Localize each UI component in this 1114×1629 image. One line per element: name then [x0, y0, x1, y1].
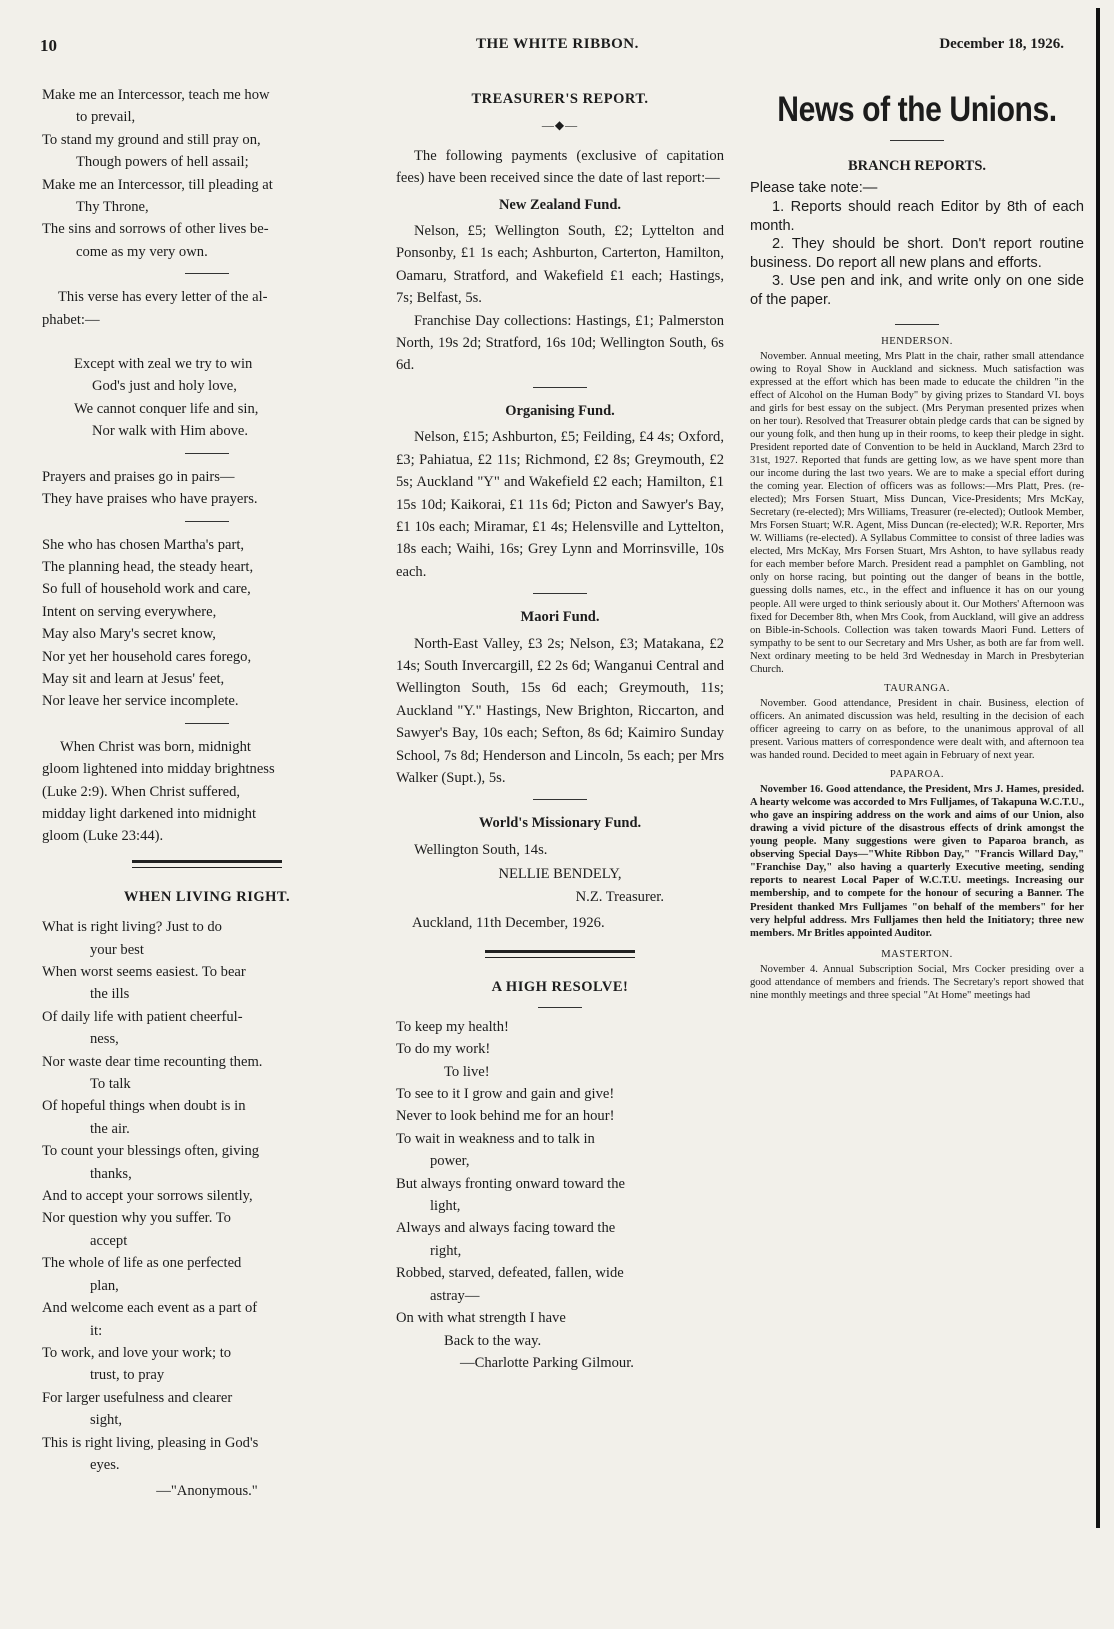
poem-line: Nor yet her household cares forego, — [42, 648, 252, 665]
poem-line: Always and always facing toward the — [396, 1220, 616, 1237]
text-line: When Christ was born, midnight — [60, 738, 251, 755]
poem-line: Make me an Intercessor, till pleading at — [42, 176, 273, 193]
poem-line: thanks, — [90, 1165, 132, 1182]
nz-fund-text: Nelson, £5; Wellington South, £2; Lyttelton and Ponsonby, £1 1s each; Ashburton, Carterton, Hamilton, Oamaru, Stratford, and Wakefield £1 each; Hastings, 7s; Belfast, 5s. — [396, 223, 724, 307]
treasurer-role: N.Z. Treasurer. — [575, 888, 664, 905]
poem-line: May sit and learn at Jesus' feet, — [42, 670, 225, 687]
ornament-rule: —◆— — [541, 118, 579, 133]
poem-line: Thy Throne, — [76, 199, 149, 216]
branch-report-list — [750, 335, 1084, 1002]
poem-line: The planning head, the steady heart, — [42, 558, 254, 575]
maori-fund-heading: Maori Fund. — [520, 609, 600, 626]
poem-line: To work, and love your work; to — [42, 1344, 232, 1361]
high-resolve-heading: A HIGH RESOLVE! — [491, 979, 629, 996]
separator — [890, 140, 944, 141]
henderson-heading: HENDERSON. — [881, 335, 953, 347]
separator — [533, 387, 587, 388]
poem-line: Nor leave her service incomplete. — [42, 693, 239, 710]
separator — [185, 273, 229, 274]
poem-line: To count your blessings often, giving — [42, 1143, 260, 1160]
poem-line: This is right living, pleasing in God's — [42, 1434, 259, 1451]
poem-line: We cannot conquer life and sin, — [74, 400, 259, 417]
poem-line: ness, — [90, 1031, 119, 1048]
column-middle — [396, 84, 724, 1374]
poem-line: They have praises who have prayers. — [42, 491, 258, 508]
poem-line: And welcome each event as a part of — [42, 1300, 258, 1317]
poem-line: To live! — [444, 1063, 490, 1080]
poem-line: Of daily life with patient cheerful- — [42, 1008, 243, 1025]
text-line: gloom lightened into midday brightness — [42, 761, 275, 778]
alphabet-note — [42, 286, 372, 331]
maori-fund-text: North-East Valley, £3 2s; Nelson, £3; Matakana, £2 14s; South Invercargill, £2 2s 6d; Wanganui Central and Wellington South, 15s 6d each; Greymouth, 11s; Auckland "Y." Hastings, New Brighton, Riccarton, and Sawyer's Bay, 10s each; Sefton, 8s 6d; Kaimiro Sunday School, 7s 8d; Henderson and Lincoln, 5s each; per Mrs Walker (Supt.), 5s. — [396, 635, 724, 786]
zeal-verse — [42, 353, 372, 443]
treasurer-heading: TREASURER'S REPORT. — [471, 91, 649, 107]
poem-line: right, — [430, 1242, 462, 1259]
poem-line: To stand my ground and still pray on, — [42, 131, 261, 148]
page-header — [40, 36, 1064, 60]
text-line: midday light darkened into midnight — [42, 805, 257, 822]
separator — [533, 593, 587, 594]
living-right-poem — [42, 916, 372, 1476]
separator — [895, 324, 939, 325]
separator — [185, 453, 229, 454]
masterton-report: November 4. Annual Subscription Social, Mrs Cocker presiding over a good attendance of members and friends. The Secretary's report showed that nine monthly meetings and three special "At Home" meetings had — [750, 963, 1084, 1001]
poem-line: Intent on serving everywhere, — [42, 603, 217, 620]
living-right-heading: WHEN LIVING RIGHT. — [123, 888, 291, 905]
poem-line: Make me an Intercessor, teach me how — [42, 87, 270, 103]
rules-intro: Please take note:— — [750, 180, 878, 197]
poem-line: Robbed, starved, defeated, fallen, wide — [396, 1265, 624, 1282]
treasurer-intro: The following payments (exclusive of capitation fees) have been received since the date of last report:— — [396, 147, 724, 187]
tauranga-report: November. Good attendance, President in chair. Business, election of officers. An animated discussion was held, resulting in the decision of each officer agreeing to carry on as before, to the unanimous approval of all present. Various matters of correspondence were dealt with, and afternoon tea was handed round. Decided to meet again in February of next year. — [750, 697, 1084, 762]
organising-fund-heading: Organising Fund. — [505, 402, 615, 419]
treasurer-signature: NELLIE BENDELY, — [498, 866, 622, 883]
column-right — [750, 84, 1084, 1002]
poem-line: light, — [430, 1198, 461, 1215]
poem-line: To wait in weakness and to talk in — [396, 1130, 595, 1147]
christ-paragraph — [42, 736, 372, 848]
poem-line: The whole of life as one perfected — [42, 1255, 242, 1272]
poem-line: On with what strength I have — [396, 1310, 566, 1327]
franchise-text: Franchise Day collections: Hastings, £1; Palmerston North, 19s 2d; Stratford, 16s 10d; Wellington South, 6s 6d. — [396, 312, 724, 374]
rule-item: 3. Use pen and ink, and write only on one side of the paper. — [750, 273, 1084, 308]
poem-line: To do my work! — [396, 1041, 491, 1058]
poem-line: Of hopeful things when doubt is in — [42, 1098, 246, 1115]
prayers-couplet — [42, 466, 372, 511]
report-place-date: Auckland, 11th December, 1926. — [412, 915, 605, 931]
poem-line: Nor waste dear time recounting them. — [42, 1053, 263, 1070]
poem-line: plan, — [90, 1277, 119, 1294]
poem-line: come as my very own. — [76, 243, 208, 260]
separator — [533, 799, 587, 800]
poem-line: trust, to pray — [90, 1367, 165, 1384]
missionary-fund-text: Wellington South, 14s. — [414, 841, 548, 858]
poem-line: it: — [90, 1322, 103, 1339]
intercessor-poem — [42, 84, 372, 263]
paparoa-report: November 16. Good attendance, the President, Mrs J. Hames, presided. A hearty welcome was accorded to Mrs Fulljames, of Takapuna W.C.T.U., who gave an inspiring address on the work and aims of our Union, also drawing a vivid picture of the disastrous effects of drink amongst the young people. Many suggestions were given to Paparoa branch, as observing Special Days—"White Ribbon Day," "Francis Willard Day," "Franchise Day," also having a quarterly Executive meeting, sending reports to nearest Local Paper of W.C.T.U. meetings. Increasing our membership, and to compete for the honour of securing a Banner. The President thanked Mrs Fulljames "on behalf of the members" for her very helpful address. Mrs Fulljames then held the Initiatory; three new members. Mr Britles appointed Auditor. — [750, 784, 1084, 939]
separator — [185, 723, 229, 724]
separator — [185, 521, 229, 522]
tauranga-heading: TAURANGA. — [884, 682, 950, 694]
poem-line: sight, — [90, 1412, 123, 1429]
high-resolve-poem — [396, 1016, 724, 1375]
separator — [538, 1007, 582, 1008]
poem-line: She who has chosen Martha's part, — [42, 536, 245, 553]
reporting-rules — [750, 179, 1084, 309]
poem-line: The sins and sorrows of other lives be- — [42, 221, 269, 238]
poem-line: accept — [90, 1232, 128, 1249]
poem-line: Except with zeal we try to win — [74, 356, 253, 373]
poem-line: eyes. — [90, 1456, 120, 1473]
text-line: This verse has every letter of the al- — [58, 289, 268, 306]
text-line: phabet:— — [42, 311, 100, 328]
poem-line: Nor question why you suffer. To — [42, 1210, 231, 1227]
double-rule — [132, 860, 282, 868]
paparoa-heading: PAPAROA. — [889, 769, 945, 781]
poem-line: Though powers of hell assail; — [76, 154, 249, 171]
martha-verse — [42, 534, 372, 713]
poem-line: So full of household work and care, — [42, 581, 251, 598]
branch-reports-heading: BRANCH REPORTS. — [847, 158, 987, 174]
page-number: 10 — [40, 36, 57, 55]
henderson-report: November. Annual meeting, Mrs Platt in the chair, rather small attendance owing to Royal Show in Auckland and sickness. Much satisfaction was expressed at the effort which has been made to educate the children "in the effect of Alcohol on the Human Body" by giving prizes to Standard VI. boys and girls for best essay on the subject. (Mrs Peryman presented prizes when on her tour). Resolved that Treasurer obtain pledge cards that can be signed by our young folk, and then hung up in their rooms, to keep their pledge in sight. President reported date of Convention to be held in Auckland, March 23rd to 31st, 1927. Reported that funds are getting low, as we have spent more than our income during the last two years. We are to make a special effort during the coming year. Election of officers was as follows:—Mrs Platt, Pres. (re-elected); Mrs Forsen Stuart, Miss Duncan, Vice-Presidents; Mrs McKay, Secretary (re-elected); Mrs Williams, Treasurer (re-elected); Outlook Member, Mrs Forsen Stuart; W.R. Agent, Miss Duncan (re-elected); W.R. Reporter, Mrs W. Williams (re-elected). A Syllabus Committee to consist of three ladies was elected, Mrs McKay, Mrs Forsen Stuart, Mrs Ashton, to have syllabus ready for each member before March. President read a pamphlet on Gambling, not only on horse racing, but pointing out the danger of beans in the bottle, guessing dolls names, etc., in the effect and influence it has on our young people. All were urged to think seriously about it. Our Mothers' Afternoon was fixed for December 8th, when Mrs Cook, from Auckland, will give an address on Bible-in-Schools. Collection was taken towards Maori Fund. Letters of sympathy to be sent to our Secretary and Mrs Usher, as both are far from well. Next ordinary meeting to be held 3rd Wednesday in March in Presbyterian Church. — [750, 350, 1084, 675]
newspaper-title: THE WHITE RIBBON. — [476, 36, 639, 52]
nz-fund-heading: New Zealand Fund. — [498, 196, 622, 213]
missionary-fund-heading: World's Missionary Fund. — [478, 815, 642, 832]
poem-line: And to accept your sorrows silently, — [42, 1188, 253, 1205]
poem-line: the air. — [90, 1120, 130, 1137]
page-edge-rule — [1096, 8, 1100, 1528]
organising-fund-text: Nelson, £15; Ashburton, £5; Feilding, £4 4s; Oxford, £3; Pahiatua, £2 11s; Richmond, £2 8s; Greymouth, £2 5s; Auckland "Y" and Wakefield £2 each; Hamilton, £1 15s 10d; Kaikorai, £1 11s 6d; Picton and Sawyer's Bay, £1 10s each; Miramar, £1 4s; Helensville and Lyttelton, 18s each; Waihi, 16s; Grey Lynn and Morrinsville, 10s each. — [396, 429, 724, 580]
poem-line: But always fronting onward toward the — [396, 1175, 625, 1192]
poem-line: To see to it I grow and gain and give! — [396, 1086, 615, 1103]
poem-line: Prayers and praises go in pairs— — [42, 468, 235, 485]
poem-line: For larger usefulness and clearer — [42, 1389, 233, 1406]
masterton-heading: MASTERTON. — [881, 948, 953, 960]
poem-line: Never to look behind me for an hour! — [396, 1108, 615, 1125]
text-line: gloom (Luke 23:44). — [42, 828, 164, 845]
poem-line: astray— — [430, 1287, 480, 1304]
double-rule — [485, 950, 635, 958]
poem-line: When worst seems easiest. To bear — [42, 964, 246, 980]
poem-line: May also Mary's secret know, — [42, 626, 216, 643]
poem-line: the ills — [90, 986, 130, 1003]
poem-line: to prevail, — [76, 109, 136, 126]
poem-line: God's just and holy love, — [92, 378, 237, 395]
living-right-author: —"Anonymous." — [156, 1483, 258, 1500]
text-line: (Luke 2:9). When Christ suffered, — [42, 783, 241, 800]
column-left — [42, 84, 372, 1503]
rule-item: 2. They should be short. Don't report routine business. Do report all new plans and efforts. — [750, 236, 1084, 271]
news-of-unions-title: News of the Unions. — [777, 90, 1057, 129]
poem-line: power, — [430, 1153, 470, 1170]
poem-line: your best — [90, 941, 144, 958]
poem-line: To keep my health! — [396, 1018, 509, 1035]
poem-line: To talk — [90, 1076, 131, 1093]
rule-item: 1. Reports should reach Editor by 8th of each month. — [750, 199, 1084, 234]
poem-line: What is right living? Just to do — [42, 919, 222, 936]
issue-date: December 18, 1926. — [939, 36, 1064, 52]
poem-line: Nor walk with Him above. — [92, 423, 249, 440]
poem-author: —Charlotte Parking Gilmour. — [460, 1354, 634, 1371]
poem-line: Back to the way. — [444, 1332, 542, 1349]
